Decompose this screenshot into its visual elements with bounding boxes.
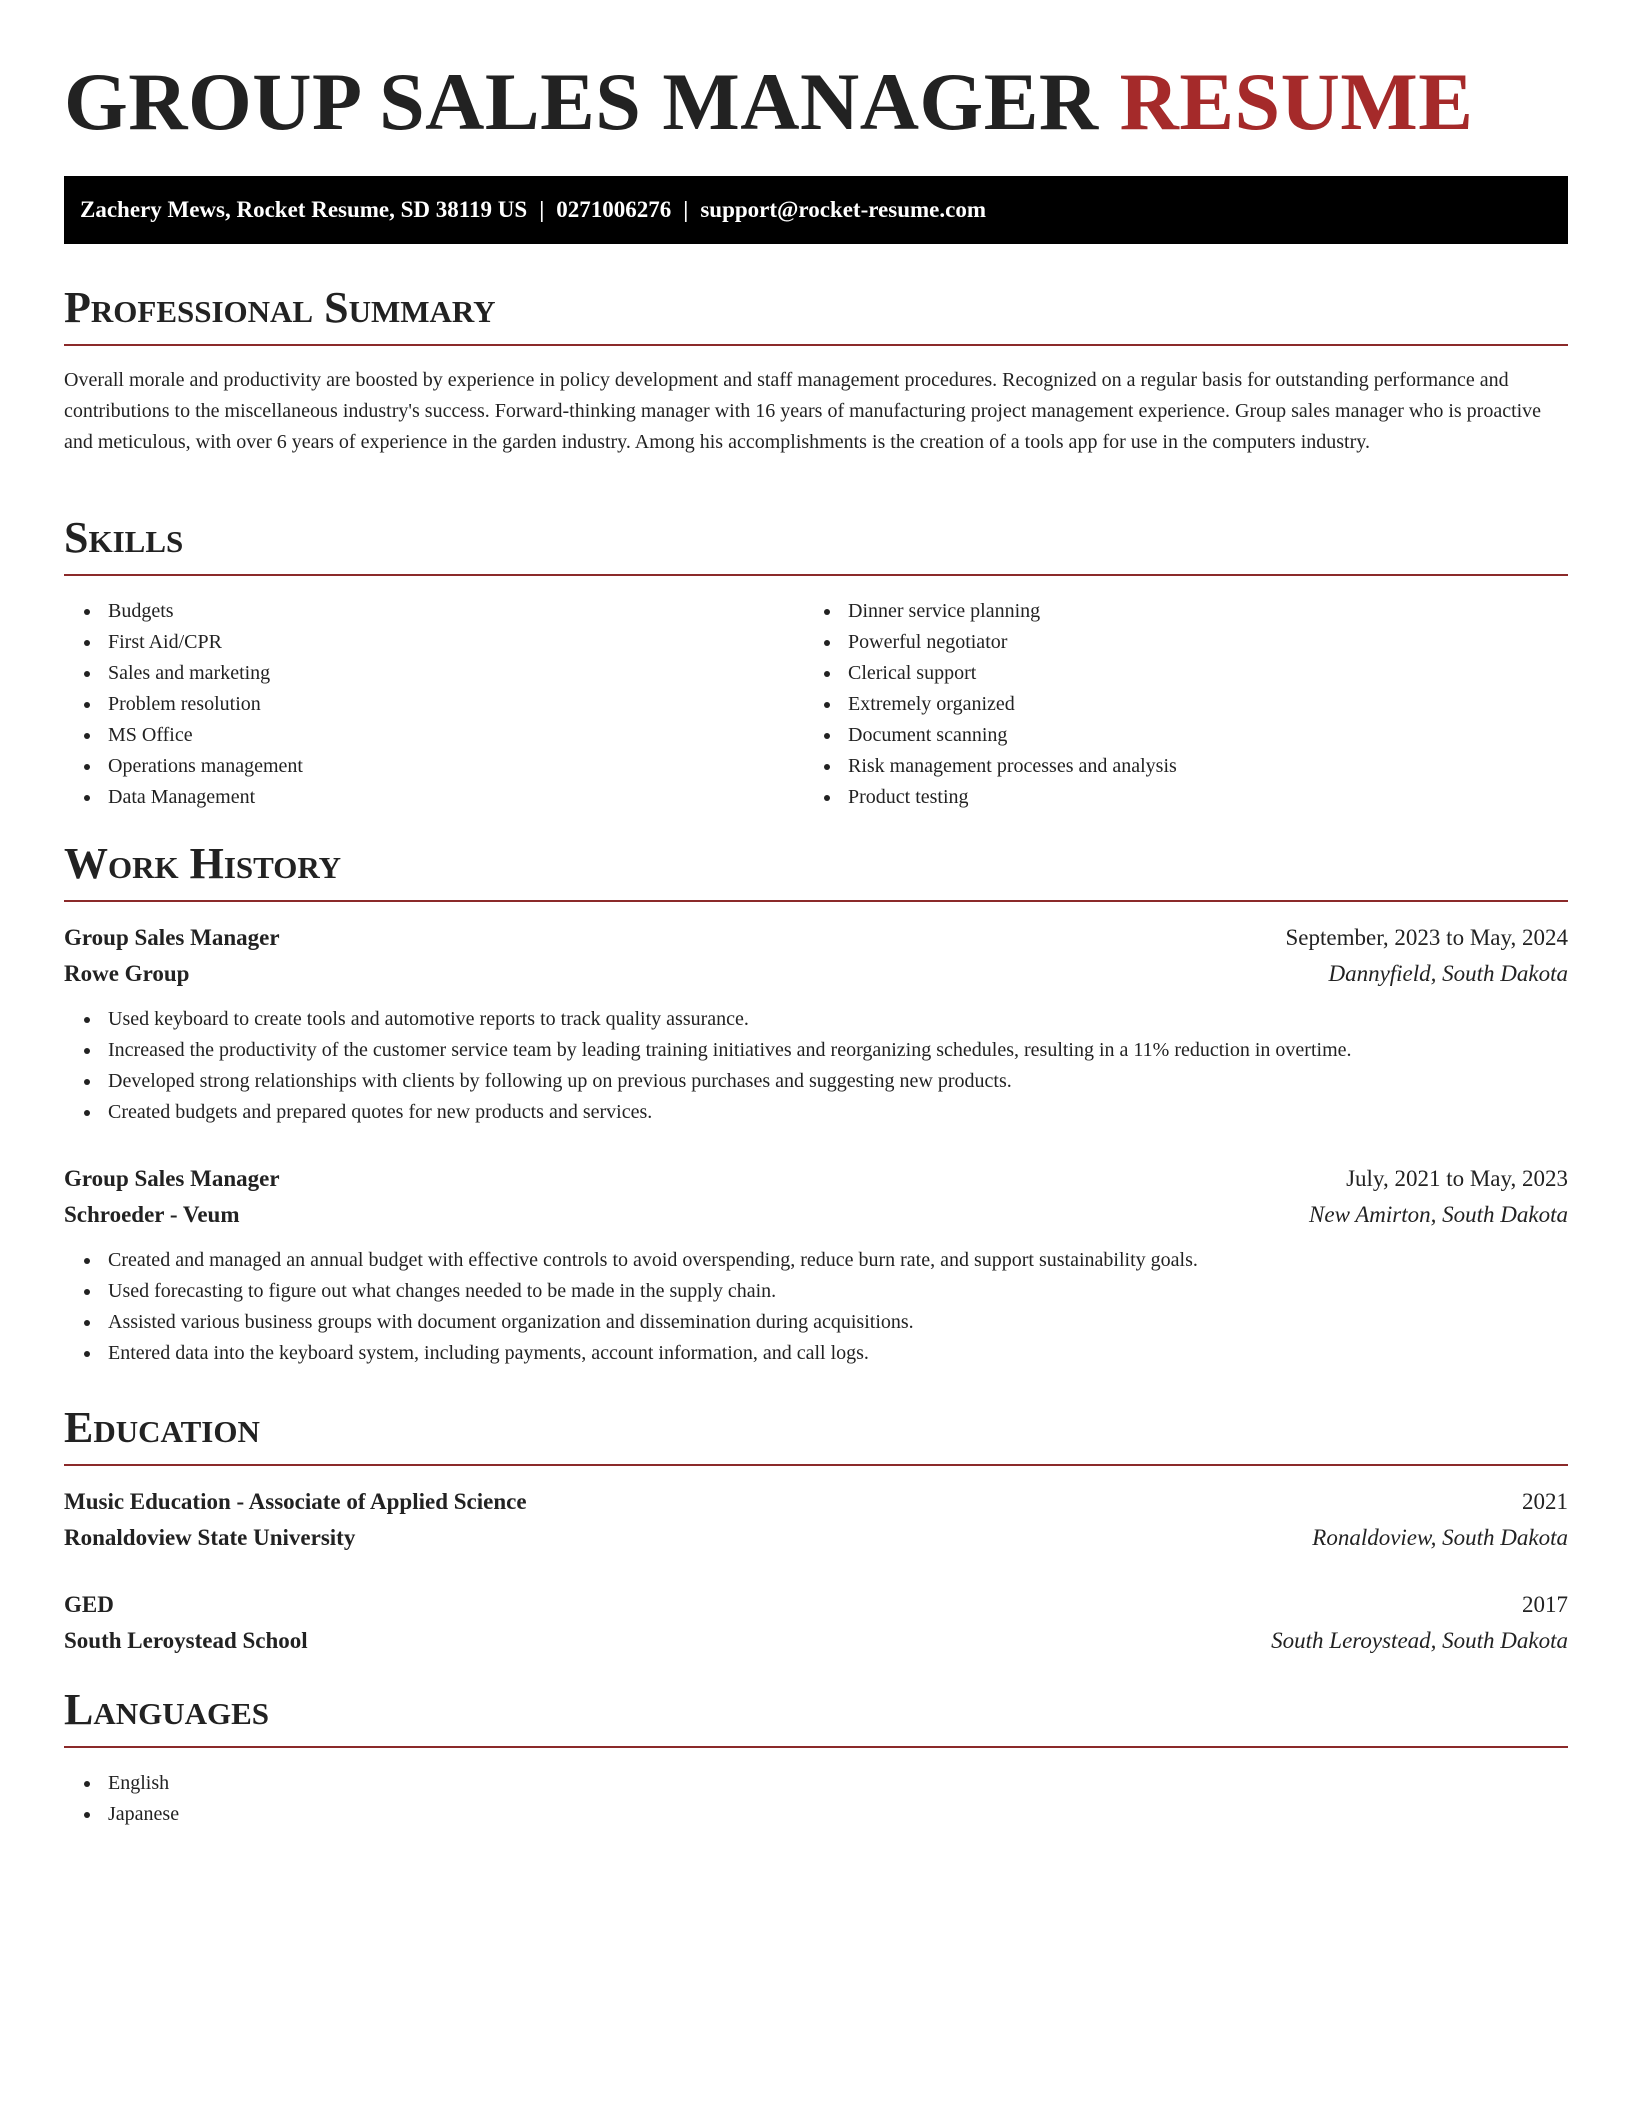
skill-item: Sales and marketing (108, 658, 804, 689)
contact-separator: | (683, 197, 689, 222)
skill-item: Operations management (108, 751, 804, 782)
language-item: Japanese (108, 1799, 804, 1830)
skill-item: Risk management processes and analysis (848, 751, 1544, 782)
education-heading: Education (64, 1402, 1568, 1466)
job-title: Group Sales Manager (64, 925, 280, 950)
skill-item: Dinner service planning (848, 596, 1544, 627)
skill-item: Budgets (108, 596, 804, 627)
job-bullet: Assisted various business groups with document organization and dissemination during acquisitions. (108, 1307, 1568, 1338)
summary-text: Overall morale and productivity are boosted by experience in policy development and staff management procedures. Recognized on a regular basis for outstanding performance and contributions to the miscellaneous industry's success. Forward-thinking manager with 16 years of manufacturing project management experience. Group sales manager who is proactive and meticulous, with over 6 years of experience in the garden industry. Among his accomplishments is the creation of a tools app for use in the computers industry. (64, 369, 1542, 453)
job-company: Schroeder - Veum (64, 1202, 240, 1227)
skill-item: Clerical support (848, 658, 1544, 689)
contact-bar (64, 176, 1568, 244)
education-school: Ronaldoview State University (64, 1525, 356, 1550)
languages-list (64, 1768, 804, 1830)
education-degree: Music Education - Associate of Applied Science (64, 1489, 527, 1514)
summary-heading: Professional Summary (64, 282, 1568, 346)
education-school: South Leroystead School (64, 1628, 308, 1653)
languages-heading: Languages (64, 1684, 1568, 1748)
job-bullet: Entered data into the keyboard system, including payments, account information, and call logs. (108, 1338, 1568, 1369)
contact-email[interactable]: support@rocket-resume.com (700, 197, 986, 222)
contact-separator: | (539, 197, 545, 222)
job-bullet: Used keyboard to create tools and automotive reports to track quality assurance. (108, 1004, 1568, 1035)
education-location: South Leroystead, South Dakota (1271, 1628, 1568, 1653)
skills-list-left (64, 596, 804, 813)
education-location: Ronaldoview, South Dakota (1312, 1525, 1568, 1550)
job-dates: September, 2023 to May, 2024 (1285, 925, 1568, 950)
job-location: New Amirton, South Dakota (1309, 1202, 1568, 1227)
job-bullet: Used forecasting to figure out what changes needed to be made in the supply chain. (108, 1276, 1568, 1307)
skills-heading: Skills (64, 512, 1568, 576)
skill-item: Document scanning (848, 720, 1544, 751)
skills-list-right (804, 596, 1544, 813)
job-bullet: Created budgets and prepared quotes for new products and services. (108, 1097, 1568, 1128)
job-bullet: Developed strong relationships with clients by following up on previous purchases and suggesting new products. (108, 1066, 1568, 1097)
education-degree: GED (64, 1592, 114, 1617)
skill-item: Problem resolution (108, 689, 804, 720)
job-company: Rowe Group (64, 961, 190, 986)
education-entry (64, 1484, 1568, 1556)
job-dates: July, 2021 to May, 2023 (1346, 1166, 1568, 1191)
job-title: Group Sales Manager (64, 1166, 280, 1191)
job-bullet: Increased the productivity of the customer service team by leading training initiatives and reorganizing schedules, resulting in a 11% reduction in overtime. (108, 1035, 1568, 1066)
job-bullet: Created and managed an annual budget with effective controls to avoid overspending, reduce burn rate, and support sustainability goals. (108, 1245, 1568, 1276)
title-main: GROUP SALES MANAGER (64, 56, 1099, 147)
skill-item: Data Management (108, 782, 804, 813)
work-history-heading: Work History (64, 838, 1568, 902)
language-item: English (108, 1768, 804, 1799)
job-entry (64, 1161, 1568, 1369)
job-entry (64, 920, 1568, 1128)
education-year: 2017 (1522, 1592, 1568, 1617)
education-year: 2021 (1522, 1489, 1568, 1514)
skill-item: Extremely organized (848, 689, 1544, 720)
contact-address: Zachery Mews, Rocket Resume, SD 38119 US (80, 197, 528, 222)
skill-item: First Aid/CPR (108, 627, 804, 658)
contact-phone: 0271006276 (556, 197, 672, 222)
education-entry (64, 1587, 1568, 1659)
resume-title (64, 52, 1473, 152)
skill-item: Powerful negotiator (848, 627, 1544, 658)
title-accent: RESUME (1119, 56, 1474, 147)
skill-item: Product testing (848, 782, 1544, 813)
job-location: Dannyfield, South Dakota (1328, 961, 1568, 986)
skill-item: MS Office (108, 720, 804, 751)
